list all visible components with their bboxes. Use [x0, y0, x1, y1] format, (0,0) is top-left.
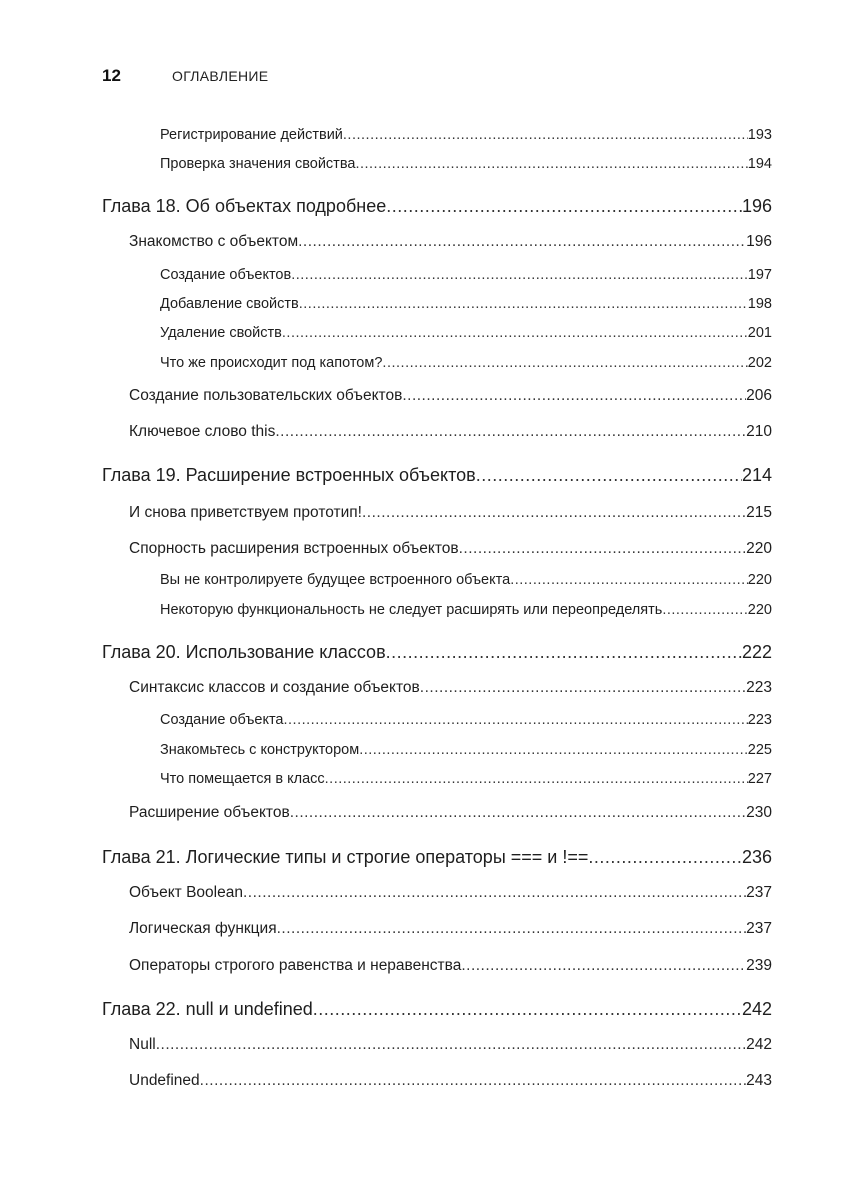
dot-leader: [313, 999, 742, 1020]
toc-entry[interactable]: [129, 957, 772, 975]
toc-entry-title: Глава 21. Логические типы и строгие операторы === и !==: [102, 847, 589, 867]
toc-entry[interactable]: [160, 355, 772, 371]
toc-entry[interactable]: [129, 1072, 772, 1090]
toc-chapter-entry[interactable]: [102, 847, 772, 868]
dot-leader: [282, 325, 748, 341]
toc-entry-page: 196: [746, 233, 772, 250]
dot-leader: [243, 884, 746, 902]
toc-entry-page: 196: [741, 196, 772, 216]
toc-entry-page: 197: [747, 267, 772, 283]
toc-entry[interactable]: [160, 771, 772, 787]
toc-entry-page: 242: [741, 999, 772, 1019]
toc-entry-title: И снова приветствуем прототип!: [129, 504, 362, 521]
toc-entry[interactable]: [160, 742, 772, 758]
toc-entry-title: Знакомьтесь с конструктором: [160, 742, 360, 758]
toc-entry-title: Глава 20. Использование классов: [102, 642, 386, 662]
toc-entry-title: Операторы строгого равенства и неравенства: [129, 957, 462, 974]
toc-chapter-entry[interactable]: [102, 196, 772, 217]
dot-leader: [386, 642, 742, 663]
toc-entry[interactable]: [160, 325, 772, 341]
toc-entry[interactable]: [129, 504, 772, 522]
toc-entry-title: Что же происходит под капотом?: [160, 355, 383, 371]
toc-entry[interactable]: [129, 920, 772, 938]
toc-entry[interactable]: [160, 572, 772, 588]
toc-entry-title: Глава 19. Расширение встроенных объектов: [102, 465, 476, 485]
dot-leader: [476, 465, 742, 486]
toc-chapter-entry[interactable]: [102, 642, 772, 663]
toc-entry-title: Добавление свойств: [160, 296, 299, 312]
dot-leader: [156, 1036, 746, 1054]
toc-entry-page: 201: [747, 325, 772, 341]
toc-entry-page: 236: [741, 847, 772, 867]
toc-entry[interactable]: [129, 679, 772, 697]
toc-entry-page: 223: [747, 712, 772, 728]
dot-leader: [459, 540, 747, 558]
dot-leader: [325, 771, 748, 787]
page-header: [102, 66, 782, 86]
toc-entry-page: 225: [747, 742, 772, 758]
dot-leader: [386, 196, 742, 217]
toc-entry-page: 222: [741, 642, 772, 662]
toc-entry-title: Логическая функция: [129, 920, 277, 937]
toc-entry[interactable]: [160, 296, 772, 312]
dot-leader: [291, 267, 748, 283]
toc-chapter-entry[interactable]: [102, 465, 772, 486]
toc-entry-page: 220: [747, 572, 772, 588]
toc-entry[interactable]: [129, 804, 772, 822]
running-title: ОГЛАВЛЕНИЕ: [172, 68, 269, 84]
toc-entry-page: 202: [747, 355, 772, 371]
dot-leader: [382, 355, 747, 371]
dot-leader: [402, 387, 746, 405]
toc-entry-page: 214: [741, 465, 772, 485]
dot-leader: [200, 1072, 746, 1090]
toc-entry[interactable]: [160, 267, 772, 283]
dot-leader: [588, 847, 742, 868]
toc-entry[interactable]: [160, 602, 772, 618]
toc-entry-title: Глава 22. null и undefined: [102, 999, 313, 1019]
dot-leader: [275, 423, 746, 441]
page-number: 12: [102, 66, 121, 85]
toc-entry[interactable]: [160, 712, 772, 728]
toc-entry-page: 220: [747, 602, 772, 618]
toc-entry-title: Undefined: [129, 1072, 200, 1089]
toc-entry-title: Проверка значения свойства: [160, 156, 356, 172]
toc-entry-title: Удаление свойств: [160, 325, 282, 341]
dot-leader: [510, 572, 748, 588]
toc-entry[interactable]: [160, 156, 772, 172]
dot-leader: [355, 156, 747, 172]
toc-entry-title: Спорность расширения встроенных объектов: [129, 540, 459, 557]
toc-entry-title: Что помещается в класс: [160, 771, 325, 787]
toc-entry-page: 230: [746, 804, 772, 821]
toc-entry[interactable]: [129, 387, 772, 405]
toc-entry-title: Некоторую функциональность не следует расширять или переопределять: [160, 602, 663, 618]
dot-leader: [362, 504, 746, 522]
toc-entry-page: 237: [746, 884, 772, 901]
toc-entry-title: Объект Boolean: [129, 884, 243, 901]
dot-leader: [299, 296, 748, 312]
toc-entry-title: Знакомство с объектом: [129, 233, 299, 250]
toc-entry-page: 220: [746, 540, 772, 557]
dot-leader: [277, 920, 747, 938]
toc-entry[interactable]: [129, 423, 772, 441]
toc-entry-page: 227: [747, 771, 772, 787]
toc-entry[interactable]: [160, 127, 772, 143]
toc-entry-page: 239: [746, 957, 772, 974]
dot-leader: [662, 602, 747, 618]
dot-leader: [461, 957, 746, 975]
toc-entry[interactable]: [129, 233, 772, 251]
toc-chapter-entry[interactable]: [102, 999, 772, 1020]
toc-entry-title: Синтаксис классов и создание объектов: [129, 679, 420, 696]
dot-leader: [359, 742, 748, 758]
toc-entry-page: 243: [746, 1072, 772, 1089]
toc-entry-page: 198: [747, 296, 772, 312]
toc-entry-page: 206: [746, 387, 772, 404]
dot-leader: [343, 127, 748, 143]
toc-entry-page: 223: [746, 679, 772, 696]
toc-entry-page: 242: [746, 1036, 772, 1053]
toc-entry-page: 193: [747, 127, 772, 143]
toc-entry-title: Глава 18. Об объектах подробнее: [102, 196, 387, 216]
toc-entry[interactable]: [129, 884, 772, 902]
toc-entry[interactable]: [129, 1036, 772, 1054]
toc-entry-title: Ключевое слово this: [129, 423, 276, 440]
toc-entry-page: 194: [747, 156, 772, 172]
toc-entry-page: 237: [746, 920, 772, 937]
toc-entry-title: Создание пользовательских объектов: [129, 387, 403, 404]
toc-entry-title: Расширение объектов: [129, 804, 290, 821]
toc-entry-title: Null: [129, 1036, 156, 1053]
toc-entry-page: 215: [746, 504, 772, 521]
toc-entry-title: Создание объектов: [160, 267, 292, 283]
toc-entry-title: Регистрирование действий: [160, 127, 343, 143]
dot-leader: [284, 712, 748, 728]
dot-leader: [290, 804, 746, 822]
toc-entry-title: Вы не контролируете будущее встроенного объекта: [160, 572, 511, 588]
dot-leader: [420, 679, 746, 697]
toc-entry[interactable]: [129, 540, 772, 558]
dot-leader: [298, 233, 746, 251]
toc-entry-page: 210: [746, 423, 772, 440]
toc-entry-title: Создание объекта: [160, 712, 284, 728]
